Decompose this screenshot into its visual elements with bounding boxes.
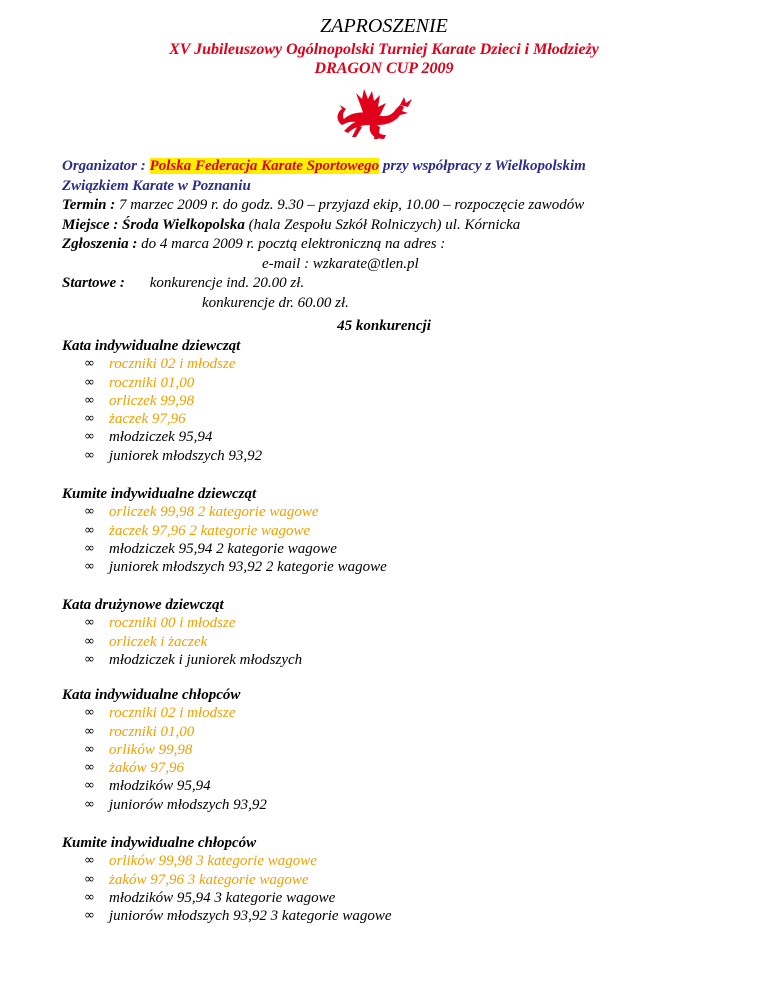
category-label: żaczek 97,96 2 kategorie wagowe xyxy=(109,522,311,539)
category-list xyxy=(62,503,742,576)
category-label: orliczek i żaczek xyxy=(109,633,208,650)
infinity-bullet-icon: ∞ xyxy=(84,633,95,649)
category-label: orliczek 99,98 2 kategorie wagowe xyxy=(109,504,319,521)
list-item xyxy=(62,355,742,373)
list-item xyxy=(62,651,742,669)
dragon-logo-icon xyxy=(334,85,416,143)
category-label: młodziczek 95,94 xyxy=(109,429,213,446)
infinity-bullet-icon: ∞ xyxy=(84,615,95,631)
list-item xyxy=(62,410,742,428)
list-item xyxy=(62,759,742,777)
list-item xyxy=(62,777,742,795)
venue-city: Środa Wielkopolska xyxy=(121,216,245,233)
category-label: młodzików 95,94 3 kategorie wagowe xyxy=(109,889,336,906)
infinity-bullet-icon: ∞ xyxy=(84,778,95,794)
infinity-bullet-icon: ∞ xyxy=(84,429,95,445)
fee-team: konkurencje dr. 60.00 zł. xyxy=(202,294,349,311)
registration-label: Zgłoszenia : xyxy=(62,236,138,252)
infinity-bullet-icon: ∞ xyxy=(84,559,95,575)
infinity-bullet-icon: ∞ xyxy=(84,760,95,776)
list-item xyxy=(62,907,742,925)
competition-section xyxy=(62,686,742,814)
infinity-bullet-icon: ∞ xyxy=(84,741,95,757)
list-item xyxy=(62,558,742,576)
category-label: roczniki 02 i młodsze xyxy=(109,705,236,722)
organizer-partner: Związkiem Karate w Poznaniu xyxy=(62,177,251,194)
infinity-bullet-icon: ∞ xyxy=(84,540,95,556)
tournament-cup-name: DRAGON CUP 2009 xyxy=(314,60,454,77)
infinity-bullet-icon: ∞ xyxy=(84,889,95,905)
category-label: żaków 97,96 xyxy=(109,760,184,777)
list-item xyxy=(62,889,742,907)
list-item xyxy=(62,392,742,410)
category-label: żaków 97,96 3 kategorie wagowe xyxy=(109,871,309,888)
event-info xyxy=(62,157,742,313)
category-list xyxy=(62,355,742,465)
list-item xyxy=(62,723,742,741)
registration-value: do 4 marca 2009 r. pocztą elektroniczną na adres : xyxy=(141,236,446,252)
category-label: juniorek młodszych 93,92 2 kategorie wagowe xyxy=(109,559,387,576)
category-label: roczniki 01,00 xyxy=(109,723,195,740)
list-item xyxy=(62,871,742,889)
category-label: juniorek młodszych 93,92 xyxy=(109,447,263,464)
infinity-bullet-icon: ∞ xyxy=(84,796,95,812)
infinity-bullet-icon: ∞ xyxy=(84,853,95,869)
section-heading: Kumite indywidualne chłopców xyxy=(62,835,257,851)
category-label: orlików 99,98 xyxy=(109,741,193,758)
infinity-bullet-icon: ∞ xyxy=(84,651,95,667)
document-title: ZAPROSZENIE xyxy=(320,15,448,37)
infinity-bullet-icon: ∞ xyxy=(84,522,95,538)
list-item xyxy=(62,428,742,446)
infinity-bullet-icon: ∞ xyxy=(84,504,95,520)
category-label: orlików 99,98 3 kategorie wagowe xyxy=(109,853,317,870)
infinity-bullet-icon: ∞ xyxy=(84,871,95,887)
organizer-label: Organizator : xyxy=(62,158,146,174)
venue-label: Miejsce : xyxy=(62,216,119,233)
venue-address: (hala Zespołu Szkół Rolniczych) ul. Kórnicka xyxy=(248,216,521,233)
category-label: roczniki 01,00 xyxy=(109,374,195,391)
infinity-bullet-icon: ∞ xyxy=(84,908,95,924)
competition-section xyxy=(62,337,742,465)
infinity-bullet-icon: ∞ xyxy=(84,374,95,390)
list-item xyxy=(62,522,742,540)
organizer-cooperation: przy współpracy z Wielkopolskim xyxy=(382,158,586,174)
list-item xyxy=(62,704,742,722)
tournament-name: XV Jubileuszowy Ogólnopolski Turniej Karate Dzieci i Młodzieży xyxy=(169,41,599,58)
infinity-bullet-icon: ∞ xyxy=(84,356,95,372)
list-item xyxy=(62,796,742,814)
category-label: juniorów młodszych 93,92 3 kategorie wagowe xyxy=(109,908,392,925)
infinity-bullet-icon: ∞ xyxy=(84,705,95,721)
category-label: żaczek 97,96 xyxy=(109,411,186,428)
category-list xyxy=(62,852,742,925)
category-label: juniorów młodszych 93,92 xyxy=(109,796,267,813)
fee-label: Startowe : xyxy=(62,275,125,291)
organizer-name: Polska Federacja Karate Sportowego xyxy=(149,158,380,174)
category-label: młodziczek 95,94 2 kategorie wagowe xyxy=(109,540,337,557)
category-label: roczniki 00 i młodsze xyxy=(109,615,236,632)
section-heading: Kumite indywidualne dziewcząt xyxy=(62,486,257,502)
category-list xyxy=(62,614,742,669)
list-item xyxy=(62,374,742,392)
infinity-bullet-icon: ∞ xyxy=(84,411,95,427)
competition-section xyxy=(62,596,742,669)
competition-count: 45 konkurencji xyxy=(337,318,431,334)
competition-section xyxy=(62,834,742,925)
infinity-bullet-icon: ∞ xyxy=(84,447,95,463)
category-label: roczniki 02 i młodsze xyxy=(109,356,236,373)
infinity-bullet-icon: ∞ xyxy=(84,723,95,739)
fee-individual: konkurencje ind. 20.00 zł. xyxy=(149,275,305,291)
date-value: 7 marzec 2009 r. do godz. 9.30 – przyjazd ekip, 10.00 – rozpoczęcie zawodów xyxy=(118,197,585,213)
list-item xyxy=(62,503,742,521)
infinity-bullet-icon: ∞ xyxy=(84,392,95,408)
competition-section xyxy=(62,485,742,576)
list-item xyxy=(62,540,742,558)
category-list xyxy=(62,704,742,814)
date-label: Termin : xyxy=(62,197,116,213)
email-address: e-mail : wzkarate@tlen.pl xyxy=(262,255,419,272)
category-label: młodziczek i juniorek młodszych xyxy=(109,651,303,668)
category-label: młodzików 95,94 xyxy=(109,778,211,795)
list-item xyxy=(62,741,742,759)
section-heading: Kata indywidualne dziewcząt xyxy=(62,338,241,354)
list-item xyxy=(62,614,742,632)
list-item xyxy=(62,447,742,465)
category-label: orliczek 99,98 xyxy=(109,392,194,409)
section-heading: Kata drużynowe dziewcząt xyxy=(62,597,224,613)
section-heading: Kata indywidualne chłopców xyxy=(62,687,241,703)
list-item xyxy=(62,633,742,651)
list-item xyxy=(62,852,742,870)
